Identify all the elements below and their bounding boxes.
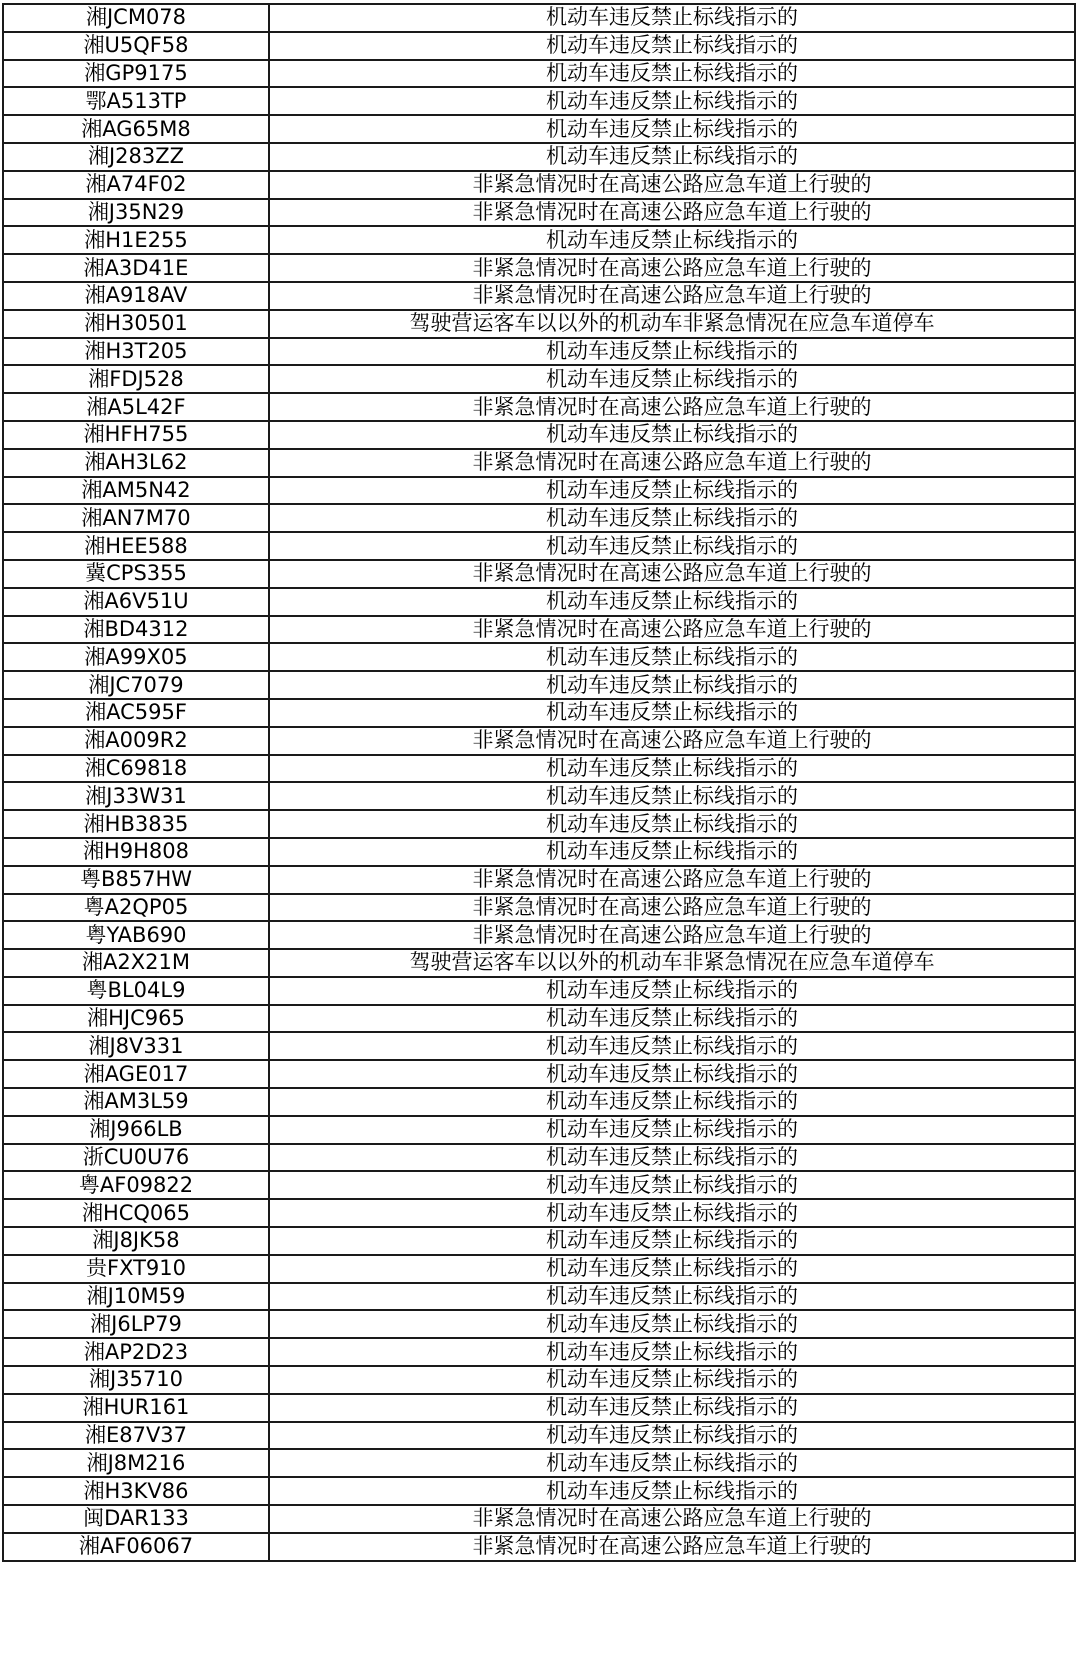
plate-number-cell: 湘HEE588 [3, 532, 269, 560]
plate-number-cell: 湘H3KV86 [3, 1477, 269, 1505]
table-row [3, 782, 1075, 810]
table-row [3, 1283, 1075, 1311]
plate-number-cell: 闽DAR133 [3, 1505, 269, 1533]
table-row [3, 1477, 1075, 1505]
table-row [3, 1255, 1075, 1283]
violation-description-cell: 非紧急情况时在高速公路应急车道上行驶的 [269, 727, 1075, 755]
plate-number-cell: 湘AF06067 [3, 1533, 269, 1561]
violation-table [2, 3, 1076, 1562]
table-row [3, 643, 1075, 671]
plate-number-cell: 湘A3D41E [3, 254, 269, 282]
plate-number-cell: 冀CPS355 [3, 560, 269, 588]
plate-number-cell: 粤A2QP05 [3, 894, 269, 922]
plate-number-cell: 湘A99X05 [3, 643, 269, 671]
table-row [3, 393, 1075, 421]
violation-description-cell: 机动车违反禁止标线指示的 [269, 60, 1075, 88]
violation-description-cell: 机动车违反禁止标线指示的 [269, 1477, 1075, 1505]
plate-number-cell: 湘J8JK58 [3, 1227, 269, 1255]
plate-number-cell: 湘H9H808 [3, 838, 269, 866]
violation-description-cell: 驾驶营运客车以以外的机动车非紧急情况在应急车道停车 [269, 310, 1075, 338]
plate-number-cell: 湘HFH755 [3, 421, 269, 449]
table-row [3, 199, 1075, 227]
table-row [3, 977, 1075, 1005]
plate-number-cell: 湘HCQ065 [3, 1199, 269, 1227]
violation-description-cell: 机动车违反禁止标线指示的 [269, 532, 1075, 560]
table-row [3, 421, 1075, 449]
violation-description-cell: 机动车违反禁止标线指示的 [269, 365, 1075, 393]
table-row [3, 115, 1075, 143]
table-row [3, 588, 1075, 616]
plate-number-cell: 贵FXT910 [3, 1255, 269, 1283]
table-row [3, 1088, 1075, 1116]
table-row [3, 1060, 1075, 1088]
plate-number-cell: 湘J6LP79 [3, 1310, 269, 1338]
table-row [3, 1116, 1075, 1144]
violation-description-cell: 非紧急情况时在高速公路应急车道上行驶的 [269, 616, 1075, 644]
table-row [3, 32, 1075, 60]
plate-number-cell: 粤B857HW [3, 866, 269, 894]
plate-number-cell: 湘AP2D23 [3, 1338, 269, 1366]
plate-number-cell: 湘JCM078 [3, 4, 269, 32]
table-row [3, 838, 1075, 866]
violation-description-cell: 机动车违反禁止标线指示的 [269, 977, 1075, 1005]
plate-number-cell: 湘J8M216 [3, 1449, 269, 1477]
violation-description-cell: 非紧急情况时在高速公路应急车道上行驶的 [269, 282, 1075, 310]
violation-description-cell: 机动车违反禁止标线指示的 [269, 1394, 1075, 1422]
violation-description-cell: 机动车违反禁止标线指示的 [269, 1032, 1075, 1060]
violation-description-cell: 机动车违反禁止标线指示的 [269, 1283, 1075, 1311]
table-row [3, 1032, 1075, 1060]
violation-description-cell: 机动车违反禁止标线指示的 [269, 1310, 1075, 1338]
violation-description-cell: 机动车违反禁止标线指示的 [269, 143, 1075, 171]
table-row [3, 616, 1075, 644]
plate-number-cell: 浙CU0U76 [3, 1144, 269, 1172]
table-row [3, 60, 1075, 88]
violation-description-cell: 机动车违反禁止标线指示的 [269, 477, 1075, 505]
violation-description-cell: 机动车违反禁止标线指示的 [269, 1422, 1075, 1450]
plate-number-cell: 湘J966LB [3, 1116, 269, 1144]
table-row [3, 560, 1075, 588]
violation-description-cell: 非紧急情况时在高速公路应急车道上行驶的 [269, 254, 1075, 282]
plate-number-cell: 湘U5QF58 [3, 32, 269, 60]
table-row [3, 1227, 1075, 1255]
table-row [3, 171, 1075, 199]
plate-number-cell: 湘A918AV [3, 282, 269, 310]
plate-number-cell: 粤AF09822 [3, 1171, 269, 1199]
plate-number-cell: 湘H30501 [3, 310, 269, 338]
violation-description-cell: 非紧急情况时在高速公路应急车道上行驶的 [269, 171, 1075, 199]
plate-number-cell: 湘H1E255 [3, 226, 269, 254]
table-row [3, 1144, 1075, 1172]
table-row [3, 282, 1075, 310]
table-row [3, 1449, 1075, 1477]
table-row [3, 1005, 1075, 1033]
plate-number-cell: 粤YAB690 [3, 921, 269, 949]
table-row [3, 1171, 1075, 1199]
table-row [3, 87, 1075, 115]
plate-number-cell: 湘GP9175 [3, 60, 269, 88]
violation-description-cell: 机动车违反禁止标线指示的 [269, 1116, 1075, 1144]
violation-description-cell: 机动车违反禁止标线指示的 [269, 4, 1075, 32]
table-row [3, 1338, 1075, 1366]
table-row [3, 699, 1075, 727]
plate-number-cell: 粤BL04L9 [3, 977, 269, 1005]
plate-number-cell: 湘AG65M8 [3, 115, 269, 143]
table-row [3, 254, 1075, 282]
violation-description-cell: 非紧急情况时在高速公路应急车道上行驶的 [269, 866, 1075, 894]
plate-number-cell: 湘AN7M70 [3, 504, 269, 532]
table-row [3, 1505, 1075, 1533]
plate-number-cell: 湘A6V51U [3, 588, 269, 616]
violation-description-cell: 机动车违反禁止标线指示的 [269, 810, 1075, 838]
violation-description-cell: 机动车违反禁止标线指示的 [269, 87, 1075, 115]
table-row [3, 1366, 1075, 1394]
violation-description-cell: 非紧急情况时在高速公路应急车道上行驶的 [269, 921, 1075, 949]
table-row [3, 1533, 1075, 1561]
table-row [3, 949, 1075, 977]
violation-description-cell: 机动车违反禁止标线指示的 [269, 755, 1075, 783]
plate-number-cell: 湘BD4312 [3, 616, 269, 644]
violation-description-cell: 机动车违反禁止标线指示的 [269, 1366, 1075, 1394]
plate-number-cell: 湘AM5N42 [3, 477, 269, 505]
violation-description-cell: 非紧急情况时在高速公路应急车道上行驶的 [269, 1533, 1075, 1561]
violation-description-cell: 机动车违反禁止标线指示的 [269, 115, 1075, 143]
plate-number-cell: 湘E87V37 [3, 1422, 269, 1450]
violation-description-cell: 非紧急情况时在高速公路应急车道上行驶的 [269, 199, 1075, 227]
violation-description-cell: 非紧急情况时在高速公路应急车道上行驶的 [269, 560, 1075, 588]
violation-description-cell: 机动车违反禁止标线指示的 [269, 1255, 1075, 1283]
table-row [3, 1199, 1075, 1227]
violation-description-cell: 机动车违反禁止标线指示的 [269, 32, 1075, 60]
violation-description-cell: 机动车违反禁止标线指示的 [269, 421, 1075, 449]
plate-number-cell: 鄂A513TP [3, 87, 269, 115]
plate-number-cell: 湘AM3L59 [3, 1088, 269, 1116]
table-row [3, 810, 1075, 838]
plate-number-cell: 湘HJC965 [3, 1005, 269, 1033]
violation-description-cell: 非紧急情况时在高速公路应急车道上行驶的 [269, 1505, 1075, 1533]
violation-description-cell: 非紧急情况时在高速公路应急车道上行驶的 [269, 449, 1075, 477]
plate-number-cell: 湘J35710 [3, 1366, 269, 1394]
violation-description-cell: 机动车违反禁止标线指示的 [269, 1227, 1075, 1255]
table-row [3, 477, 1075, 505]
plate-number-cell: 湘H3T205 [3, 338, 269, 366]
violation-description-cell: 机动车违反禁止标线指示的 [269, 1144, 1075, 1172]
violation-description-cell: 机动车违反禁止标线指示的 [269, 226, 1075, 254]
violation-description-cell: 机动车违反禁止标线指示的 [269, 338, 1075, 366]
table-row [3, 921, 1075, 949]
plate-number-cell: 湘A2X21M [3, 949, 269, 977]
table-row [3, 1422, 1075, 1450]
plate-number-cell: 湘A5L42F [3, 393, 269, 421]
plate-number-cell: 湘J8V331 [3, 1032, 269, 1060]
plate-number-cell: 湘AGE017 [3, 1060, 269, 1088]
table-row [3, 449, 1075, 477]
table-row [3, 338, 1075, 366]
table-row [3, 143, 1075, 171]
table-row [3, 226, 1075, 254]
table-row [3, 4, 1075, 32]
table-row [3, 866, 1075, 894]
table-row [3, 1310, 1075, 1338]
plate-number-cell: 湘A74F02 [3, 171, 269, 199]
plate-number-cell: 湘J35N29 [3, 199, 269, 227]
plate-number-cell: 湘FDJ528 [3, 365, 269, 393]
plate-number-cell: 湘AH3L62 [3, 449, 269, 477]
plate-number-cell: 湘HUR161 [3, 1394, 269, 1422]
violation-description-cell: 机动车违反禁止标线指示的 [269, 1005, 1075, 1033]
plate-number-cell: 湘J283ZZ [3, 143, 269, 171]
violation-description-cell: 驾驶营运客车以以外的机动车非紧急情况在应急车道停车 [269, 949, 1075, 977]
table-body [3, 4, 1075, 1561]
plate-number-cell: 湘J33W31 [3, 782, 269, 810]
violation-description-cell: 机动车违反禁止标线指示的 [269, 1338, 1075, 1366]
plate-number-cell: 湘J10M59 [3, 1283, 269, 1311]
violation-description-cell: 机动车违反禁止标线指示的 [269, 1171, 1075, 1199]
violation-description-cell: 机动车违反禁止标线指示的 [269, 1088, 1075, 1116]
violation-description-cell: 机动车违反禁止标线指示的 [269, 1449, 1075, 1477]
plate-number-cell: 湘HB3835 [3, 810, 269, 838]
table-row [3, 365, 1075, 393]
plate-number-cell: 湘AC595F [3, 699, 269, 727]
table-row [3, 310, 1075, 338]
plate-number-cell: 湘JC7079 [3, 671, 269, 699]
violation-description-cell: 机动车违反禁止标线指示的 [269, 643, 1075, 671]
table-row [3, 532, 1075, 560]
table-row [3, 727, 1075, 755]
violation-description-cell: 非紧急情况时在高速公路应急车道上行驶的 [269, 393, 1075, 421]
violation-description-cell: 机动车违反禁止标线指示的 [269, 1060, 1075, 1088]
violation-description-cell: 机动车违反禁止标线指示的 [269, 782, 1075, 810]
table-row [3, 1394, 1075, 1422]
violation-description-cell: 机动车违反禁止标线指示的 [269, 838, 1075, 866]
table-row [3, 755, 1075, 783]
plate-number-cell: 湘C69818 [3, 755, 269, 783]
plate-number-cell: 湘A009R2 [3, 727, 269, 755]
table-row [3, 504, 1075, 532]
violation-description-cell: 机动车违反禁止标线指示的 [269, 1199, 1075, 1227]
violation-description-cell: 非紧急情况时在高速公路应急车道上行驶的 [269, 894, 1075, 922]
violation-description-cell: 机动车违反禁止标线指示的 [269, 588, 1075, 616]
violation-description-cell: 机动车违反禁止标线指示的 [269, 671, 1075, 699]
violation-description-cell: 机动车违反禁止标线指示的 [269, 699, 1075, 727]
table-row [3, 894, 1075, 922]
violation-description-cell: 机动车违反禁止标线指示的 [269, 504, 1075, 532]
table-row [3, 671, 1075, 699]
